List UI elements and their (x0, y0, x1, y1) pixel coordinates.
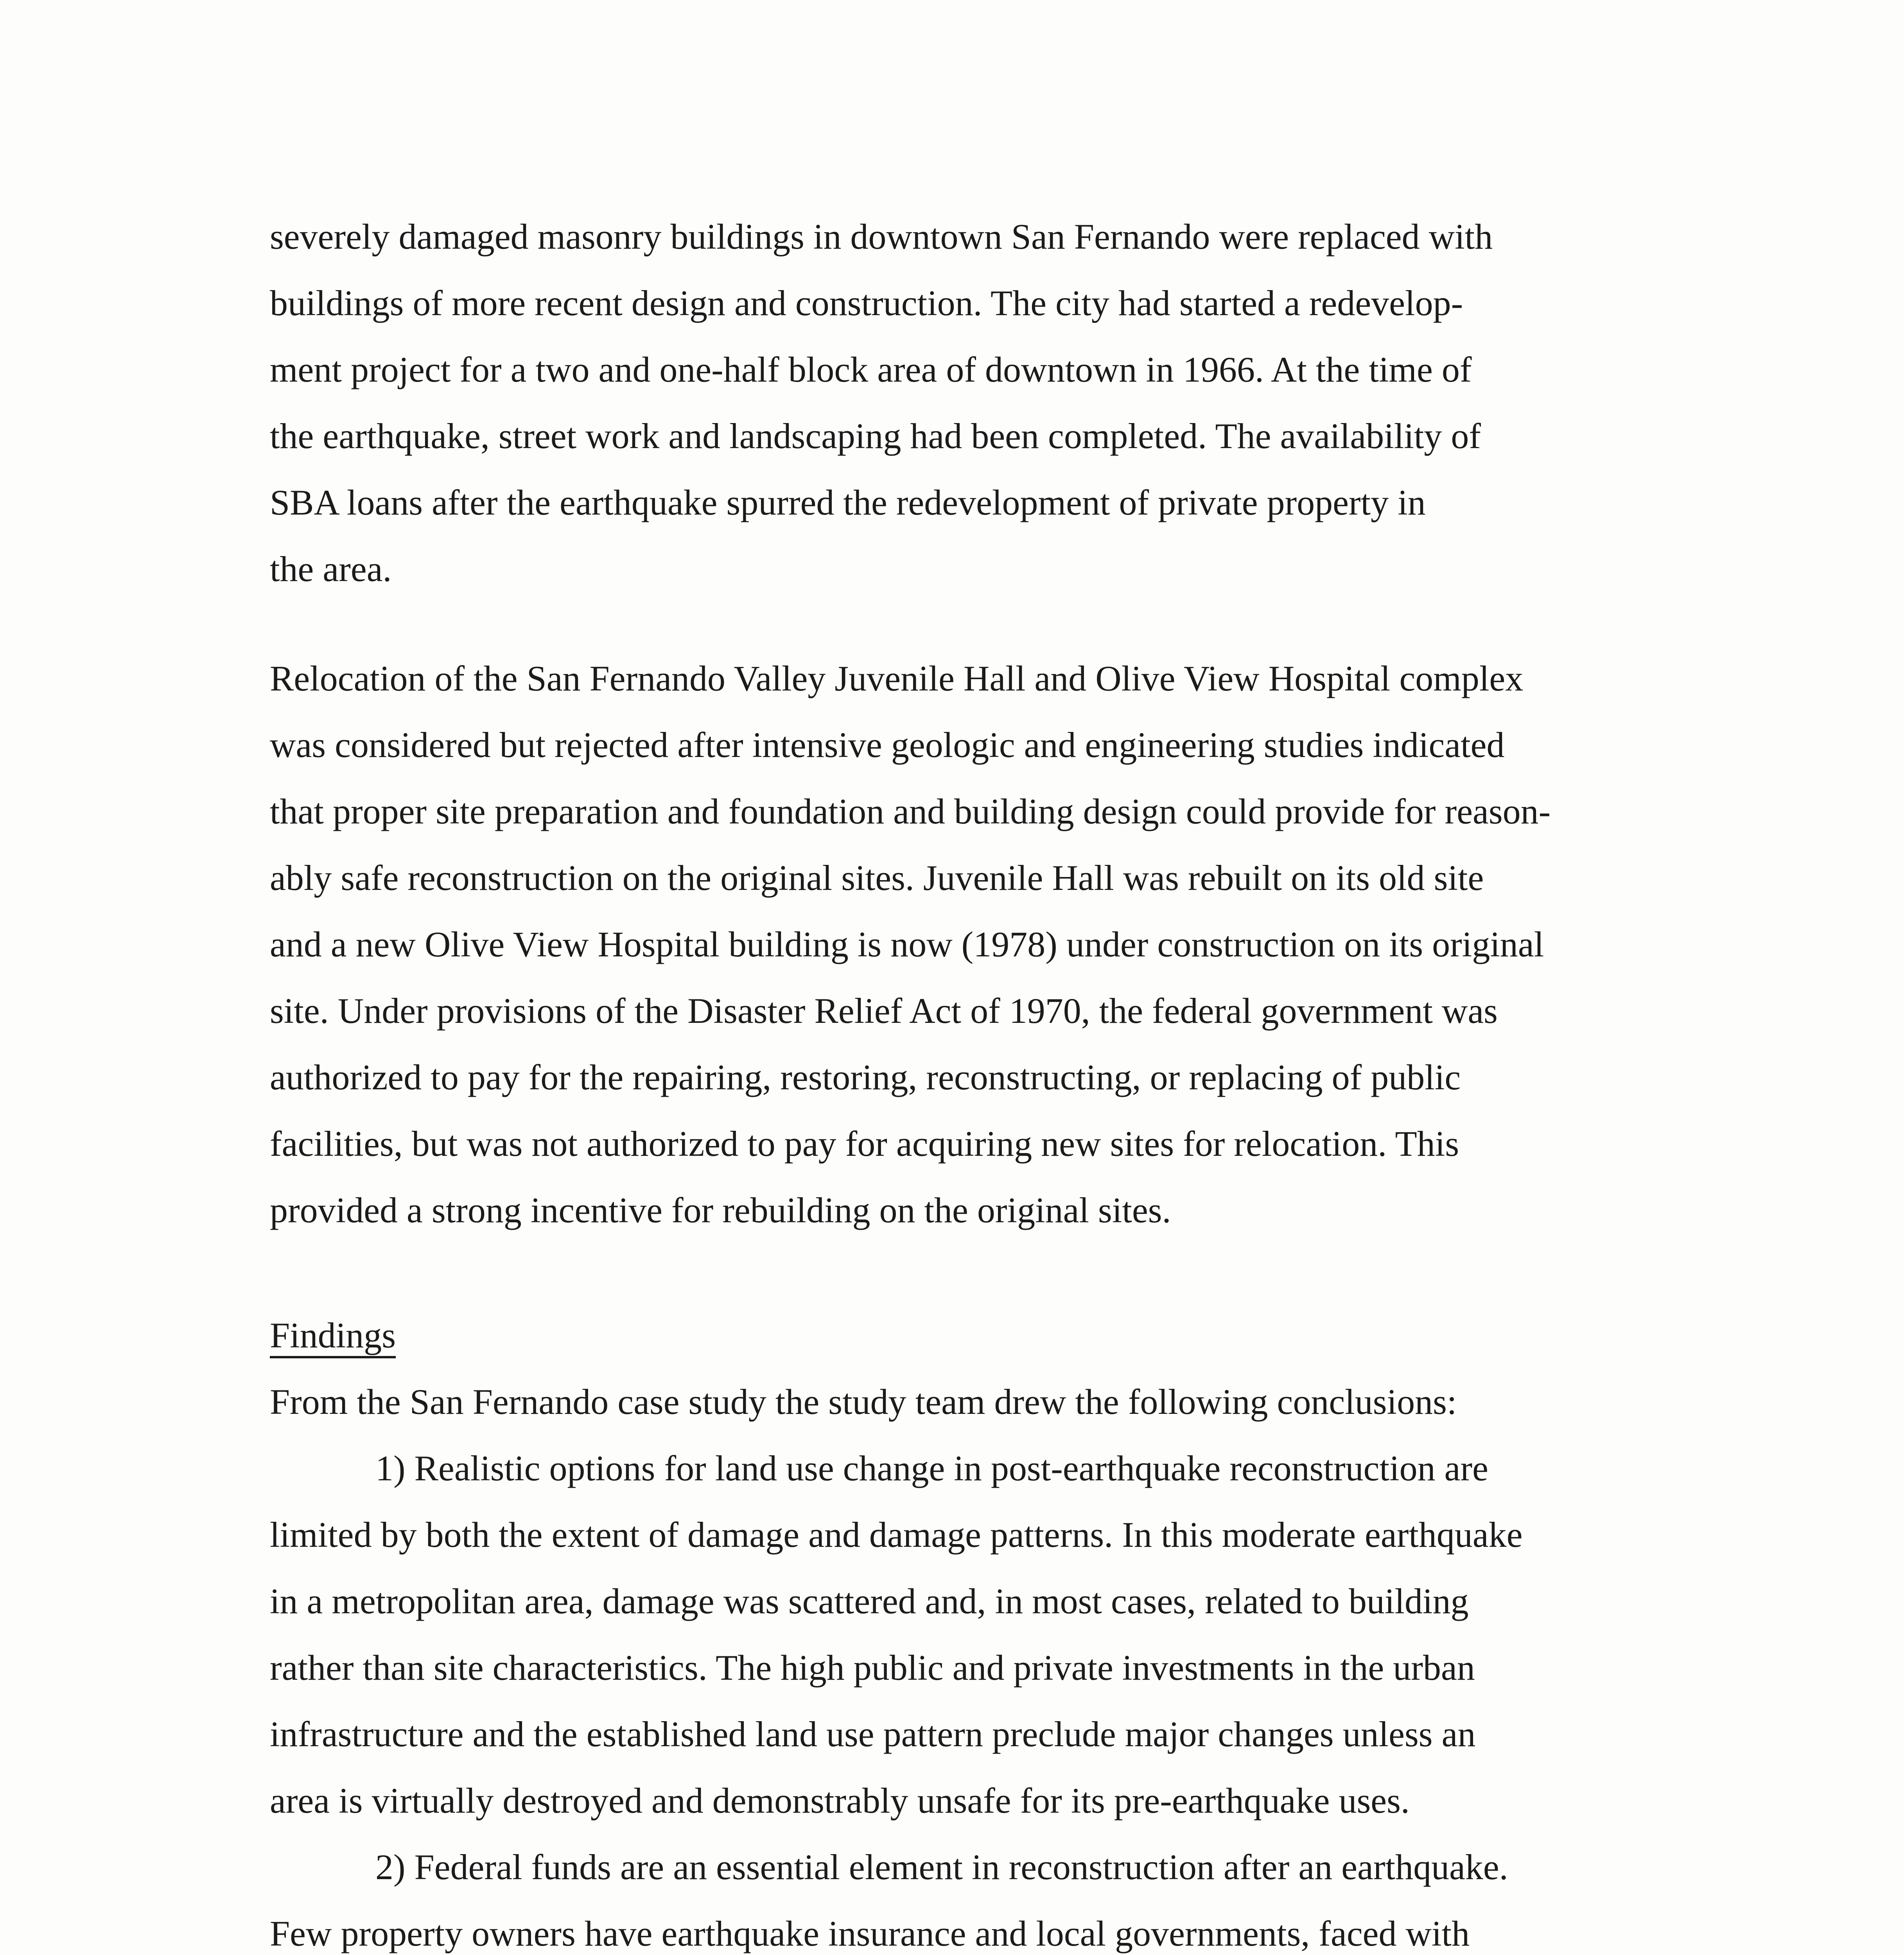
text-line: rather than site characteristics. The high public and private investments in the urban (270, 1648, 1475, 1688)
text-line: From the San Fernando case study the study team drew the following conclusions: (270, 1382, 1457, 1422)
text-line: was considered but rejected after intensive geologic and engineering studies indicated (270, 725, 1505, 765)
text-line: ably safe reconstruction on the original sites. Juvenile Hall was rebuilt on its old site (270, 858, 1484, 898)
findings-heading (270, 1302, 396, 1368)
text-line: that proper site preparation and foundation and building design could provide for reason- (270, 791, 1551, 831)
finding-1 (270, 1435, 1814, 1834)
findings-intro (270, 1368, 1814, 1435)
text-line: 1) Realistic options for land use change in post-earthquake reconstruction are (375, 1448, 1488, 1488)
text-line: 2) Federal funds are an essential element in reconstruction after an earthquake. (375, 1847, 1508, 1887)
text-line: in a metropolitan area, damage was scattered and, in most cases, related to building (270, 1581, 1469, 1621)
text-line: the earthquake, street work and landscaping had been completed. The availability of (270, 416, 1481, 456)
text-line: facilities, but was not authorized to pay for acquiring new sites for relocation. This (270, 1124, 1459, 1164)
text-line: and a new Olive View Hospital building is now (1978) under construction on its original (270, 924, 1544, 964)
text-line: authorized to pay for the repairing, restoring, reconstructing, or replacing of public (270, 1057, 1461, 1097)
text-line: SBA loans after the earthquake spurred the redevelopment of private property in (270, 482, 1426, 522)
text-line: Relocation of the San Fernando Valley Juvenile Hall and Olive View Hospital complex (270, 658, 1524, 698)
text-line: ment project for a two and one-half block area of downtown in 1966. At the time of (270, 350, 1472, 389)
text-line: provided a strong incentive for rebuilding on the original sites. (270, 1190, 1171, 1230)
text-line: the area. (270, 549, 392, 589)
text-line: limited by both the extent of damage and damage patterns. In this moderate earthquake (270, 1515, 1523, 1555)
paragraph-relocation (270, 645, 1814, 1243)
text-line: Few property owners have earthquake insurance and local governments, faced with (270, 1914, 1470, 1953)
text-line: infrastructure and the established land use pattern preclude major changes unless an (270, 1714, 1476, 1754)
text-line: site. Under provisions of the Disaster Relief Act of 1970, the federal government was (270, 991, 1498, 1031)
findings-heading-text: Findings (270, 1315, 396, 1355)
text-line: area is virtually destroyed and demonstrably unsafe for its pre-earthquake uses. (270, 1781, 1410, 1820)
text-line: severely damaged masonry buildings in downtown San Fernando were replaced with (270, 217, 1493, 256)
finding-2 (270, 1834, 1814, 1955)
text-line: buildings of more recent design and construction. The city had started a redevelop- (270, 283, 1463, 323)
paragraph-downtown-redevelopment (270, 203, 1814, 602)
